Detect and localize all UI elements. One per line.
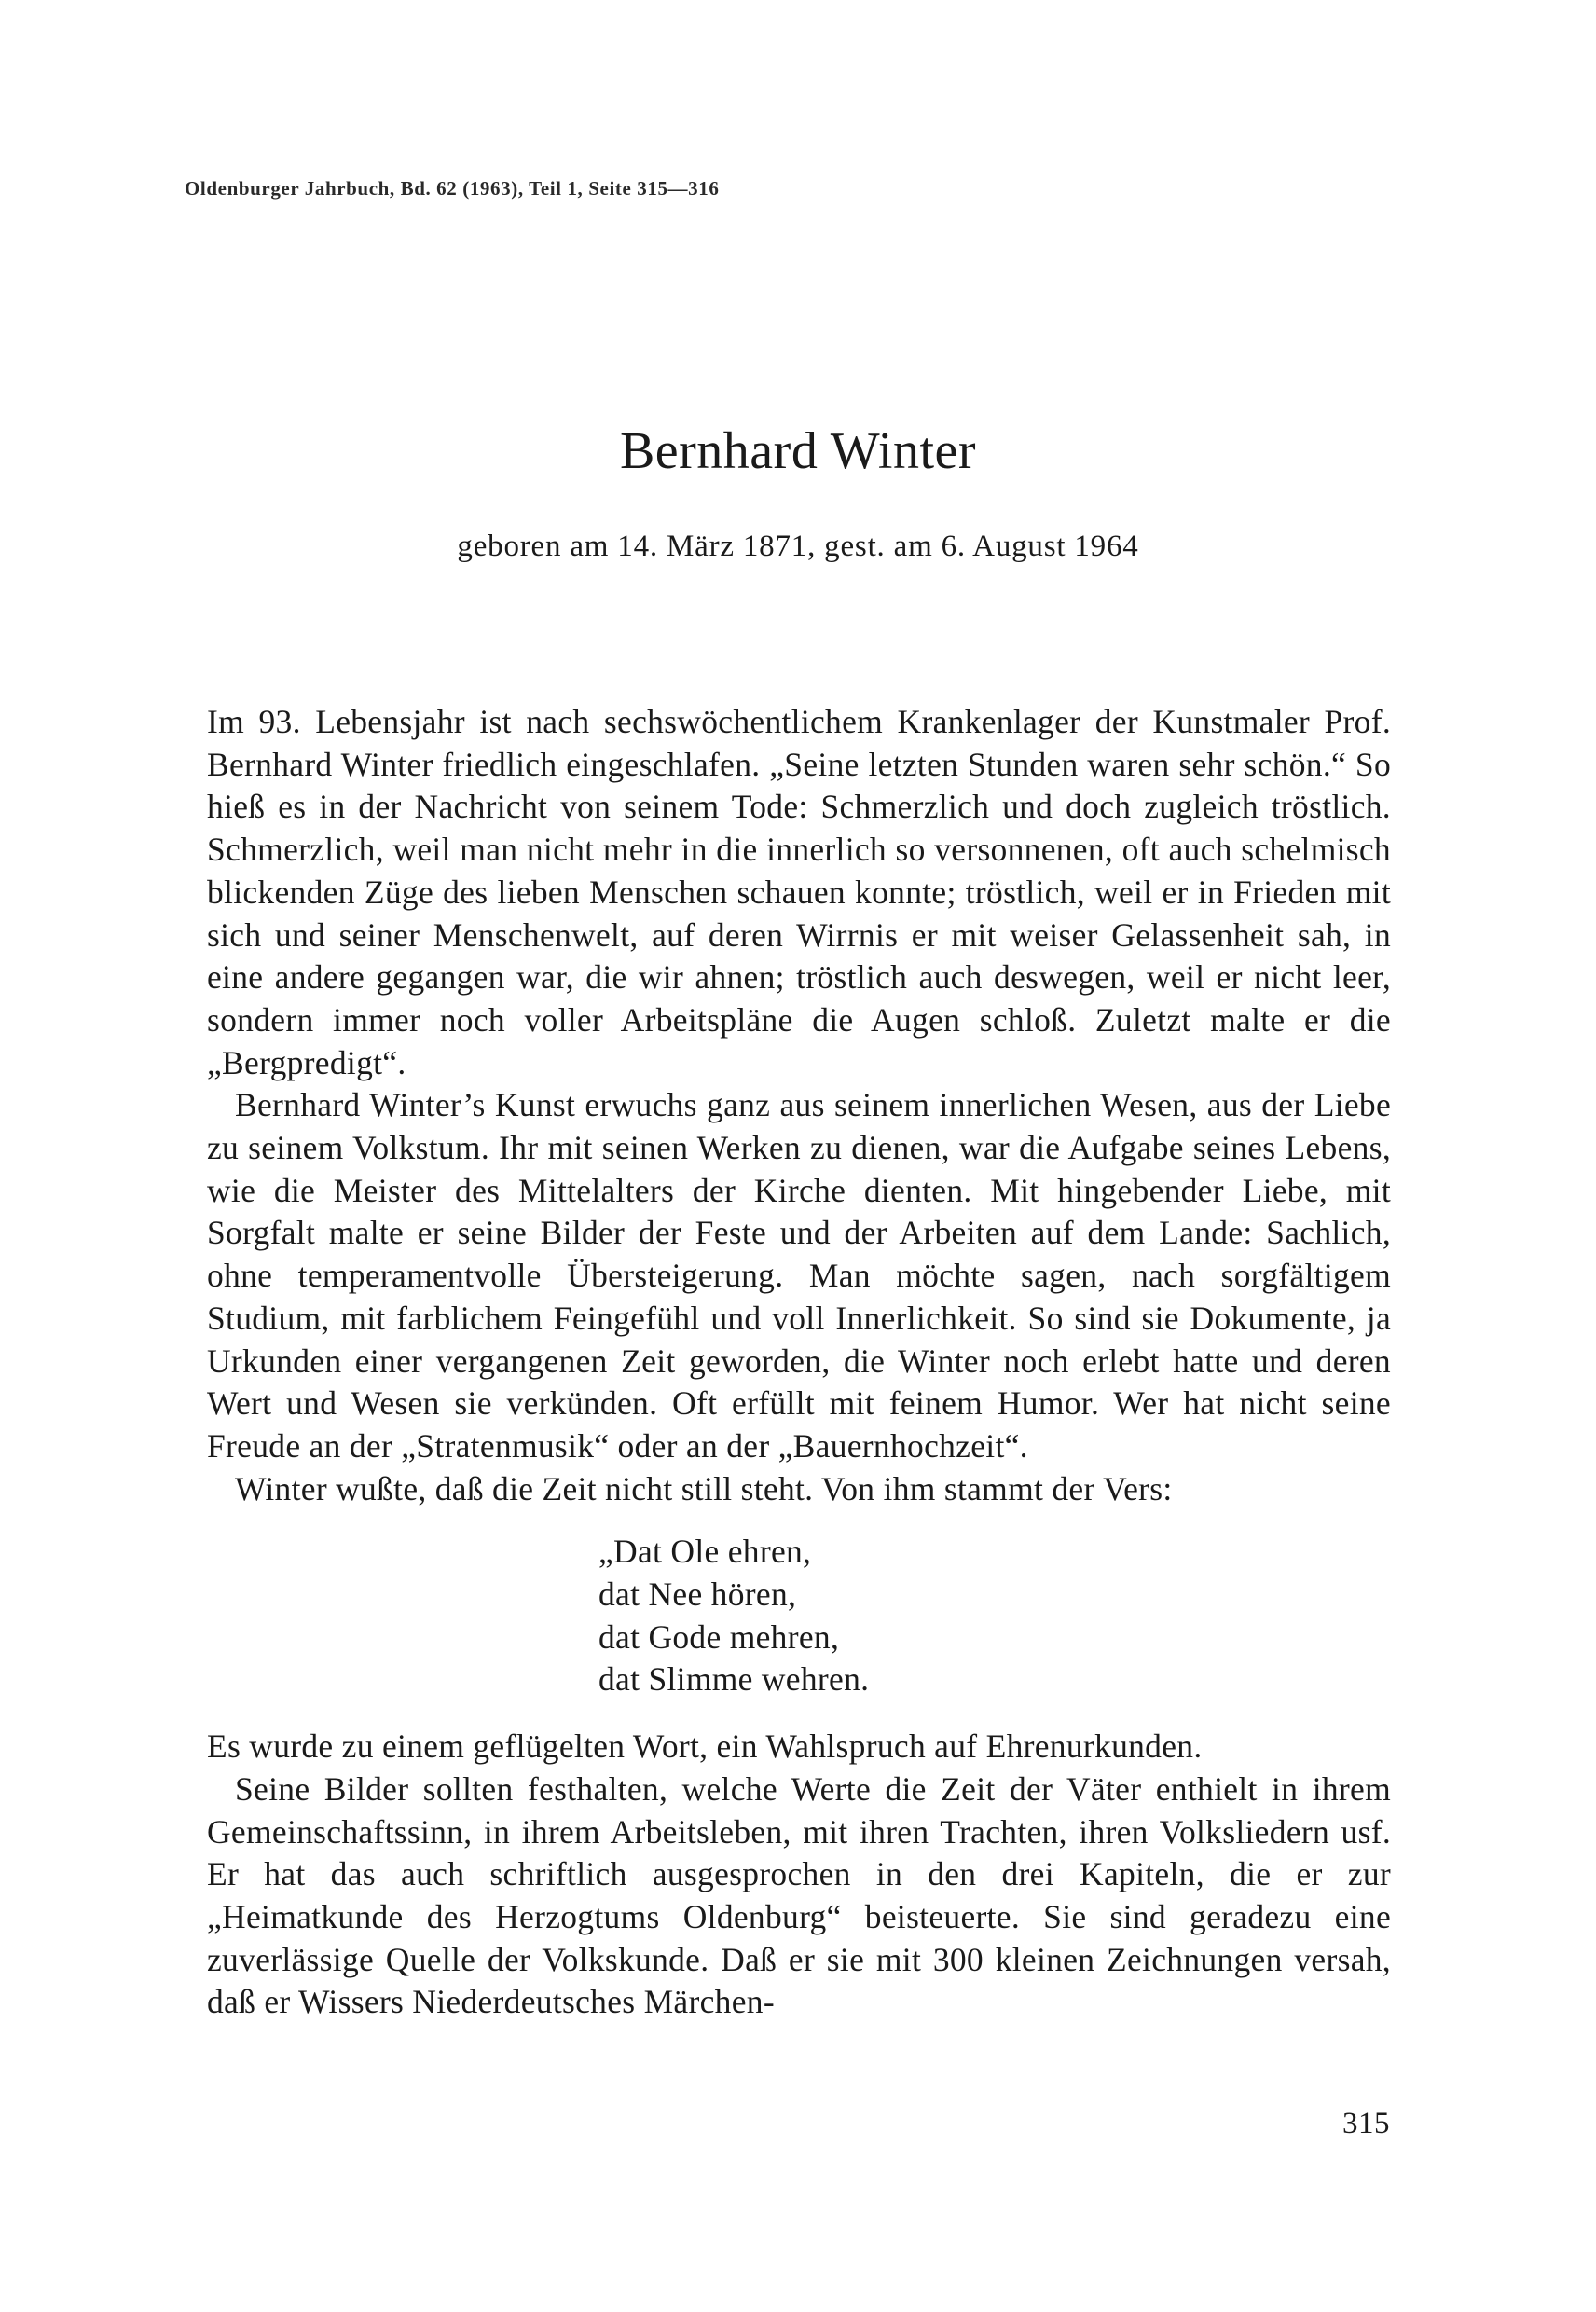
verse-line: dat Slimme wehren. — [598, 1660, 870, 1699]
paragraph-after-verse: Es wurde zu einem geflügelten Wort, ein Wahlspruch auf Ehrenurkunden. — [207, 1727, 1203, 1766]
verse-line: dat Nee hören, — [598, 1576, 797, 1614]
article-body — [207, 701, 1391, 2024]
verse-line: dat Gode mehren, — [598, 1617, 840, 1656]
article-title: Bernhard Winter — [619, 422, 977, 480]
paragraph: Bernhard Winter’s Kunst erwuchs ganz aus seinem innerlichen Wesen, aus der Liebe zu seinem Volkstum. Ihr mit seinen Werken zu dienen, war die Aufgabe seines Lebens, wie die Meister des Mittelalters der Kirche dienten. Mit hingebender Liebe, mit Sorgfalt malte er seine Bilder der Feste und der Arbeiten auf dem Lande: Sachlich, ohne temperamentvolle Übersteigerung. Man möchte sagen, nach sorgfältigem Studium, mit farblichem Feingefühl und voll Innerlichkeit. So sind sie Dokumente, ja Urkunden einer vergangenen Zeit geworden, die Winter noch erlebt hatte und deren Wert und Wesen sie verkünden. Oft erfüllt mit feinem Humor. Wer hat nicht seine Freude an der „Stratenmusik“ oder an der „Bauernhochzeit“. — [207, 1086, 1391, 1465]
paragraph: Seine Bilder sollten festhalten, welche Werte die Zeit der Väter enthielt in ihrem Gemeinschaftssinn, in ihrem Arbeitsleben, mit ihren Trachten, ihren Volksliedern usf. Er hat das auch schriftlich ausgesprochen in den drei Kapiteln, die er zur „Heimatkunde des Herzogtums Oldenburg“ beisteuerte. Sie sind geradezu eine zuverlässige Quelle der Volkskunde. Daß er sie mit 300 kleinen Zeichnungen versah, daß er Wissers Niederdeutsches Märchen- — [207, 1769, 1391, 2021]
paragraph: Winter wußte, daß die Zeit nicht still steht. Von ihm stammt der Vers: — [235, 1469, 1173, 1507]
verse-line: „Dat Ole ehren, — [598, 1533, 812, 1571]
verse-block — [207, 1531, 1391, 1701]
page-number: 315 — [1342, 2107, 1390, 2140]
journal-header: Oldenburger Jahrbuch, Bd. 62 (1963), Teil 1, Seite 315—316 — [185, 177, 720, 200]
paragraph: Im 93. Lebensjahr ist nach sechswöchentlichem Krankenlager der Kunstmaler Prof. Bernhard Winter friedlich eingeschlafen. „Seine letzten Stunden waren sehr schön.“ So hieß es in der Nachricht von seinem Tode: Schmerzlich und doch zugleich tröstlich. Schmerzlich, weil man nicht mehr in die innerlich so versonnenen, oft auch schelmisch blickenden Züge des lieben Menschen schauen konnte; tröstlich, weil er in Frieden mit sich und seiner Menschenwelt, auf deren Wirrnis er mit weiser Gelassenheit sah, in eine andere gegangen war, die wir ahnen; tröstlich auch deswegen, weil er nicht leer, sondern immer noch voller Arbeitspläne die Augen schloß. Zuletzt malte er die „Bergpredigt“. — [207, 703, 1391, 1081]
article-subtitle: geboren am 14. März 1871, gest. am 6. August 1964 — [457, 530, 1139, 563]
